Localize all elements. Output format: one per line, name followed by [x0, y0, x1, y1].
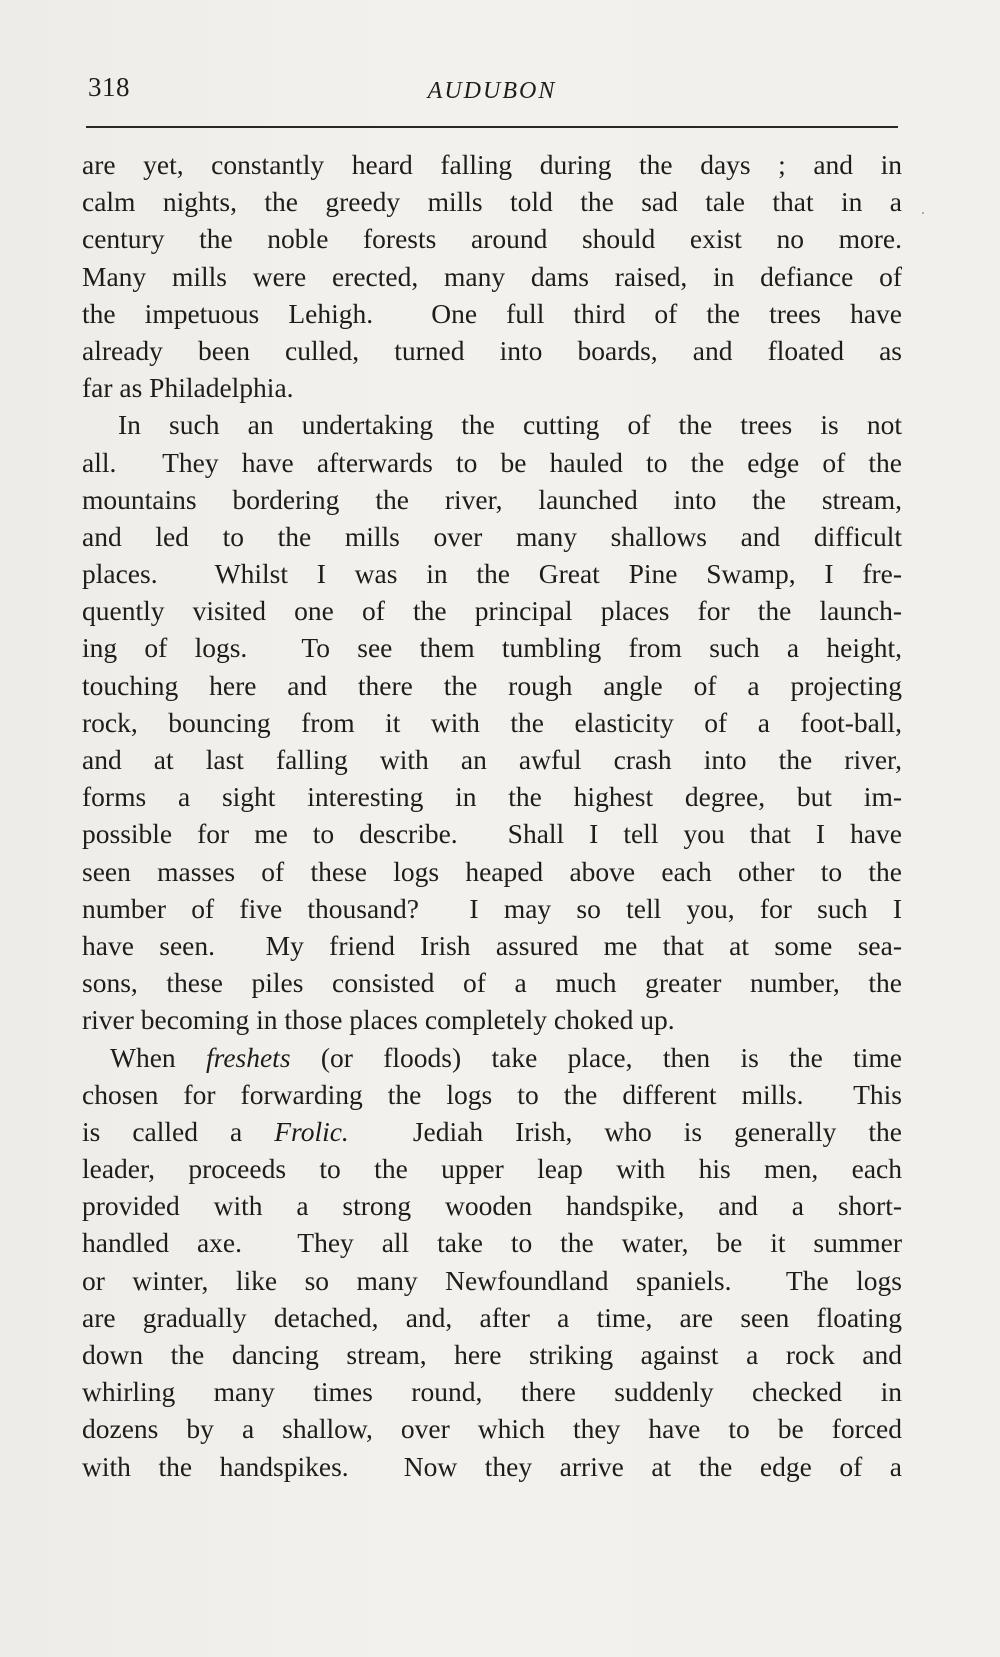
text-line: touching here and there the rough angle of a projecting	[82, 669, 902, 701]
text-line: dozens by a shallow, over which they have to be forced	[82, 1413, 902, 1445]
text-segment: is called a	[82, 1115, 275, 1147]
text-line: ing of logs. To see them tumbling from such a height,	[82, 632, 902, 664]
text-line: number of five thousand? I may so tell you, for such I	[82, 892, 902, 924]
text-line: provided with a strong wooden handspike, and a short-	[82, 1190, 902, 1222]
margin-speck	[922, 212, 924, 214]
paragraph-3	[82, 1039, 902, 1485]
text-line: river becoming in those places completely choked up.	[82, 1004, 675, 1036]
text-segment: When	[110, 1041, 206, 1073]
header-rule	[86, 126, 898, 128]
text-line: the impetuous Lehigh. One full third of the trees have	[82, 297, 902, 329]
text-line: mountains bordering the river, launched into the stream,	[82, 483, 902, 515]
text-line: handled axe. They all take to the water, be it summer	[82, 1227, 902, 1259]
text-line: are yet, constantly heard falling during the days ; and in	[82, 149, 902, 180]
text-line: Many mills were erected, many dams raised, in defiance of	[82, 260, 902, 292]
text-line: century the noble forests around should exist no more.	[82, 223, 902, 255]
text-line: leader, proceeds to the upper leap with his men, each	[82, 1153, 902, 1185]
text-line: far as Philadelphia.	[82, 372, 294, 404]
text-segment: (or floods) take place, then is the time	[290, 1041, 902, 1073]
page-header	[86, 72, 898, 112]
text-line: or winter, like so many Newfoundland spaniels. The logs	[82, 1264, 902, 1296]
text-line: and at last falling with an awful crash into the river,	[82, 744, 902, 775]
paragraph-2	[82, 406, 902, 1038]
text-line: down the dancing stream, here striking against a rock and	[82, 1339, 902, 1370]
text-line: all. They have afterwards to be hauled to the edge of the	[82, 446, 902, 478]
body-text	[82, 146, 902, 1485]
text-line: forms a sight interesting in the highest degree, but im-	[82, 781, 902, 813]
text-line: with the handspikes. Now they arrive at the edge of a	[82, 1450, 902, 1482]
italic-term-frolic: Frolic.	[274, 1115, 349, 1147]
text-line: rock, bouncing from it with the elasticity of a foot-ball,	[82, 706, 902, 738]
text-line: places. Whilst I was in the Great Pine Swamp, I fre-	[82, 558, 902, 590]
text-line	[82, 1113, 902, 1150]
text-line: have seen. My friend Irish assured me that at some sea-	[82, 929, 902, 961]
page-number: 318	[88, 72, 130, 102]
text-segment: Jediah Irish, who is generally the	[348, 1115, 902, 1147]
running-head: AUDUBON	[427, 78, 557, 104]
text-line: whirling many times round, there suddenly checked in	[82, 1376, 902, 1408]
text-line: are gradually detached, and, after a time, are seen floating	[82, 1301, 902, 1333]
text-line: sons, these piles consisted of a much greater number, the	[82, 967, 902, 999]
text-line	[82, 1039, 902, 1076]
text-line: calm nights, the greedy mills told the sad tale that in a	[82, 186, 902, 218]
text-line: possible for me to describe. Shall I tell you that I have	[82, 818, 902, 850]
text-line: seen masses of these logs heaped above each other to the	[82, 855, 902, 887]
text-line: and led to the mills over many shallows and difficult	[82, 520, 902, 552]
text-line: already been culled, turned into boards, and floated as	[82, 334, 902, 366]
paragraph-1	[82, 146, 902, 406]
italic-term-freshets: freshets	[206, 1041, 291, 1073]
text-line: chosen for forwarding the logs to the different mills. This	[82, 1078, 902, 1110]
text-line: In such an undertaking the cutting of the trees is not	[118, 409, 902, 441]
text-line: quently visited one of the principal places for the launch-	[82, 595, 902, 627]
